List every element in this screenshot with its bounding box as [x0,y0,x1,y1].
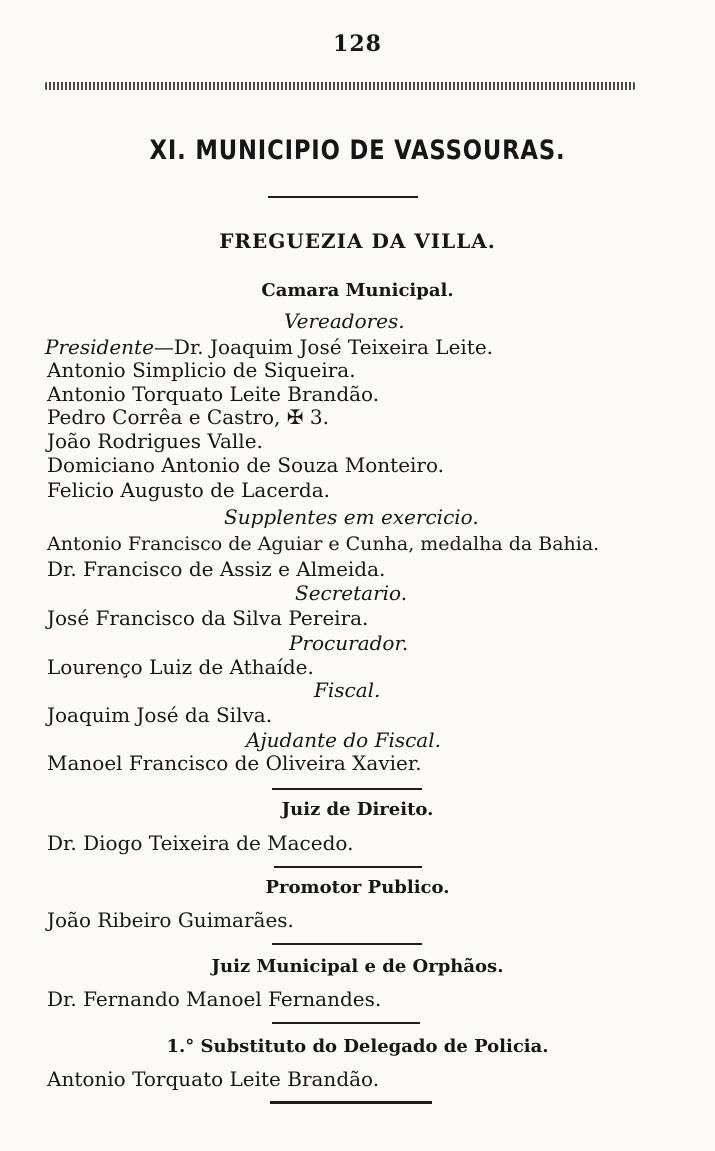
presidente-label: Presidente [45,335,154,359]
vereador-3: Pedro Corrêa e Castro, ✠ 3. [47,405,329,429]
header-ornament-rule [45,82,635,90]
presidente-line [45,336,493,359]
camara-heading: Camara Municipal. [261,280,454,301]
procurador-label: Procurador. [289,631,409,655]
presidente-name: —Dr. Joaquim José Teixeira Leite. [153,335,494,359]
chapter-title: XI. MUNICIPIO DE VASSOURAS. [149,135,566,166]
vereador-2: Antonio Torquato Leite Brandão. [47,382,380,406]
vereador-1: Antonio Simplicio de Siqueira. [47,358,356,382]
juiz-direito-heading: Juiz de Direito. [281,799,434,820]
ajudante-label: Ajudante do Fiscal. [246,728,441,752]
supplente-1: Antonio Francisco de Aguiar e Cunha, medalha da Bahia. [47,533,600,555]
divider-rule [268,196,418,198]
secretario-name: José Francisco da Silva Pereira. [47,606,369,630]
section-heading: FREGUEZIA DA VILLA. [219,229,496,253]
vereador-4: João Rodrigues Valle. [47,429,263,453]
page-number: 128 [333,31,382,57]
substituto-heading: 1.° Substituto do Delegado de Policia. [166,1036,549,1057]
supplentes-label: Supplentes em exercicio. [224,505,479,529]
fiscal-label: Fiscal. [314,678,381,702]
vereador-6: Felicio Augusto de Lacerda. [47,478,330,502]
ajudante-name: Manoel Francisco de Oliveira Xavier. [47,751,422,775]
supplente-2: Dr. Francisco de Assiz e Almeida. [47,557,386,581]
divider-rule [272,943,422,945]
divider-rule [272,788,422,790]
secretario-label: Secretario. [295,581,408,605]
divider-rule [270,1101,432,1104]
substituto-name: Antonio Torquato Leite Brandão. [47,1067,380,1091]
fiscal-name: Joaquim José da Silva. [47,703,273,727]
divider-rule [274,866,422,868]
vereadores-label: Vereadores. [284,309,405,333]
promotor-name: João Ribeiro Guimarães. [47,908,294,932]
juiz-direito-name: Dr. Diogo Teixeira de Macedo. [47,831,354,855]
vereador-5: Domiciano Antonio de Souza Monteiro. [47,453,445,477]
divider-rule [272,1022,420,1024]
procurador-name: Lourenço Luiz de Athaíde. [47,655,314,679]
juiz-municipal-heading: Juiz Municipal e de Orphãos. [211,956,504,977]
promotor-heading: Promotor Publico. [265,877,450,898]
juiz-municipal-name: Dr. Fernando Manoel Fernandes. [47,987,382,1011]
